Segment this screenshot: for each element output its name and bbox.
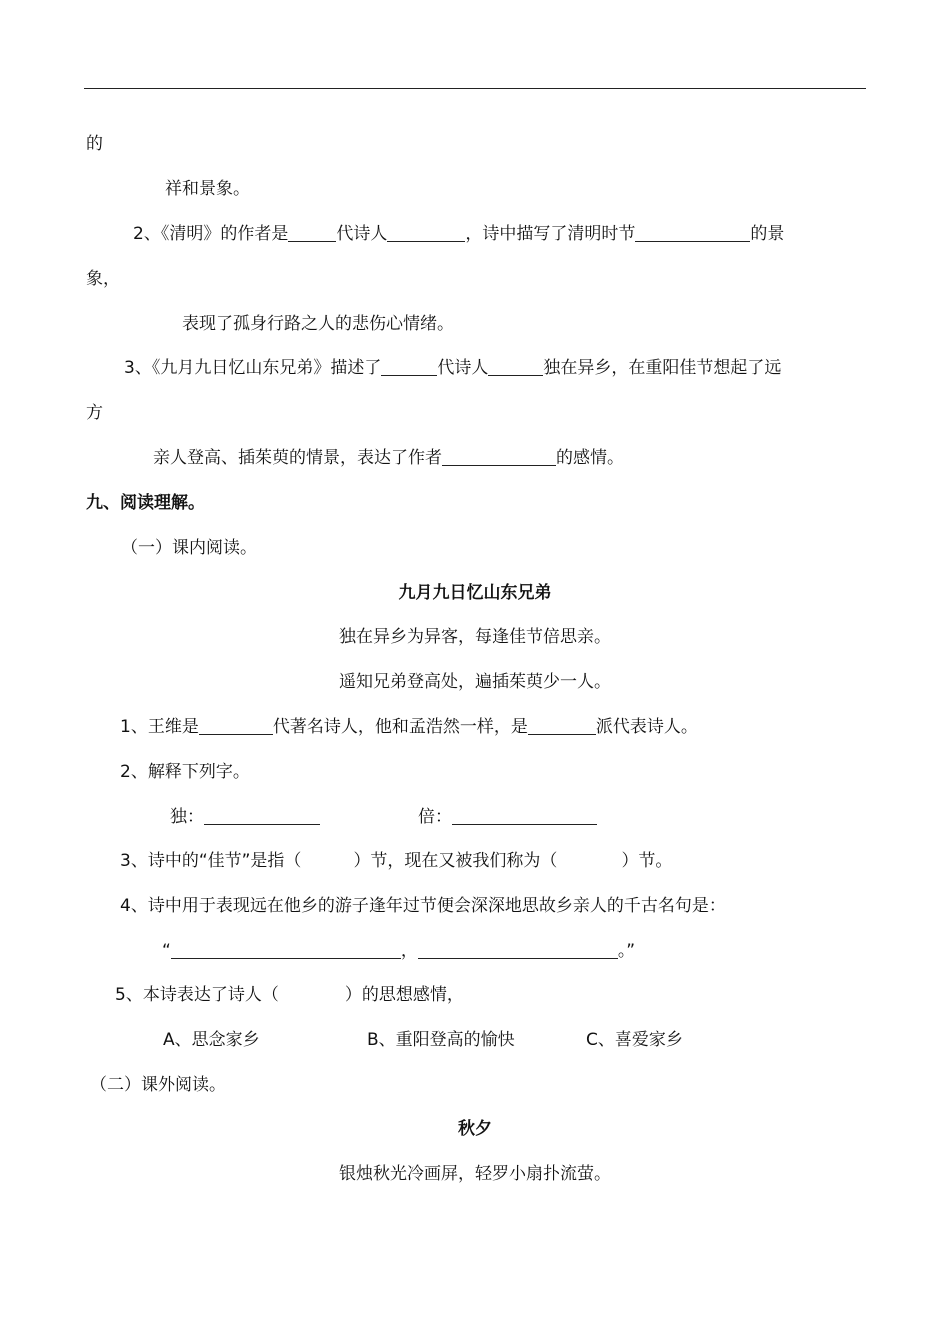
r5-option-a[interactable]: A、思念家乡 xyxy=(163,1030,260,1050)
q3-text-a: 3、《九月九日忆山东兄弟》描述了 xyxy=(124,358,382,378)
q3-line3 xyxy=(153,447,624,469)
r4-open-quote: “ xyxy=(162,941,171,961)
q3-line1 xyxy=(124,357,781,379)
r1-text-a: 1、王维是 xyxy=(120,717,199,737)
r3-text-a: 3、诗中的“佳节”是指（ xyxy=(120,851,302,871)
q3-text-c: 独在异乡，在重阳佳节想起了远 xyxy=(543,358,782,378)
q2-line1 xyxy=(133,223,784,245)
r2-word2-label: 倍： xyxy=(418,807,452,827)
r4-comma: ， xyxy=(400,941,418,961)
r4-blank-2[interactable] xyxy=(418,942,618,959)
poem2-title: 秋夕 xyxy=(458,1119,492,1139)
r2-title: 2、解释下列字。 xyxy=(120,762,250,782)
r3-text-b: ）节，现在又被我们称为（ xyxy=(353,851,558,871)
section9-title: 九、阅读理解。 xyxy=(86,493,205,513)
q1-tail-line1: 的 xyxy=(86,134,103,154)
q2-blank-dynasty[interactable] xyxy=(288,225,336,242)
q3-blank-dynasty[interactable] xyxy=(381,359,437,376)
poem1-line2: 遥知兄弟登高处，遍插茱萸少一人。 xyxy=(339,672,611,692)
r2-blank-du[interactable] xyxy=(204,808,320,825)
q3-text-b: 代诗人 xyxy=(437,358,489,378)
r1-line xyxy=(120,716,698,738)
q2-line2: 象， xyxy=(86,269,120,289)
q2-text-c: ，诗中描写了清明时节 xyxy=(465,224,636,244)
r5-line xyxy=(115,984,464,1006)
r1-blank-school[interactable] xyxy=(528,718,596,735)
r5-text-a: 5、本诗表达了诗人（ xyxy=(115,985,279,1005)
r4-close-quote: 。” xyxy=(617,941,636,961)
r2-word2 xyxy=(418,806,597,828)
q3-line2: 方 xyxy=(86,403,103,423)
r2-word1 xyxy=(170,806,320,828)
r1-text-b: 代著名诗人，他和孟浩然一样，是 xyxy=(272,717,528,737)
q2-blank-poet[interactable] xyxy=(387,225,465,242)
q1-tail-line2: 祥和景象。 xyxy=(165,179,250,199)
r3-text-c: ）节。 xyxy=(621,851,673,871)
q2-line3: 表现了孤身行路之人的悲伤心情绪。 xyxy=(182,314,454,334)
part1-title: （一）课内阅读。 xyxy=(121,538,257,558)
r5-option-c[interactable]: C、喜爱家乡 xyxy=(586,1030,683,1050)
header-rule xyxy=(84,88,866,89)
q3-blank-feeling[interactable] xyxy=(442,449,556,466)
r5-text-b: ）的思想感情， xyxy=(344,985,464,1005)
q3-text-c2: 亲人登高、插茱萸的情景，表达了作者 xyxy=(153,448,442,468)
poem1-title: 九月九日忆山东兄弟 xyxy=(398,583,552,603)
poem2-line1: 银烛秋光冷画屏，轻罗小扇扑流萤。 xyxy=(339,1164,611,1184)
q2-text-a: 2、《清明》的作者是 xyxy=(133,224,289,244)
r2-word1-label: 独： xyxy=(170,807,204,827)
r4-answer-line xyxy=(162,940,635,962)
r4-blank-1[interactable] xyxy=(171,942,401,959)
q2-blank-scene[interactable] xyxy=(635,225,750,242)
r5-option-b[interactable]: B、重阳登高的愉快 xyxy=(367,1030,515,1050)
poem1-line1: 独在异乡为异客，每逢佳节倍思亲。 xyxy=(339,627,611,647)
q2-text-d: 的景 xyxy=(750,224,785,244)
q3-blank-poet[interactable] xyxy=(488,359,543,376)
q2-text-b: 代诗人 xyxy=(336,224,388,244)
part2-title: （二）课外阅读。 xyxy=(90,1075,226,1095)
r2-blank-bei[interactable] xyxy=(452,808,597,825)
r1-blank-dynasty[interactable] xyxy=(199,718,273,735)
q3-text-d: 的感情。 xyxy=(556,448,624,468)
r3-line xyxy=(120,850,672,872)
r1-text-c: 派代表诗人。 xyxy=(595,717,698,737)
r4-question: 4、诗中用于表现远在他乡的游子逢年过节便会深深地思故乡亲人的千古名句是： xyxy=(120,896,726,916)
